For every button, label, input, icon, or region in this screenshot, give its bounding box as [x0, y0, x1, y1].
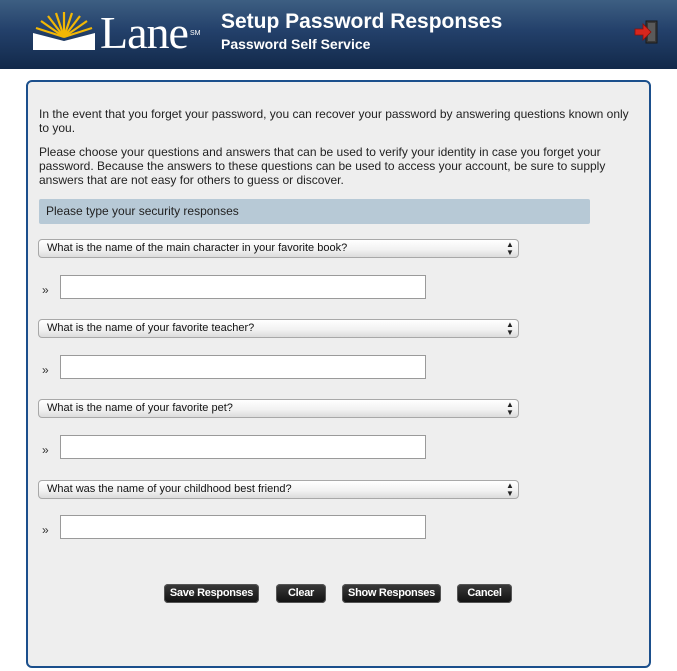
answer-bullet: »	[42, 443, 49, 457]
question-select-4-value: What was the name of your childhood best friend?	[47, 483, 292, 495]
question-select-1-value: What is the name of the main character in your favorite book?	[47, 242, 348, 254]
question-select-2[interactable]	[38, 319, 519, 338]
show-responses-button[interactable]: Show Responses	[342, 584, 441, 603]
answer-input-3[interactable]	[60, 435, 426, 459]
cancel-button[interactable]: Cancel	[457, 584, 512, 603]
intro-paragraph-2: Please choose your questions and answers that can be used to verify your identity in case you forget your password. Because the answers to these questions can be used to access your account, be sure to supply answers that are not easy for others to guess or discover.	[39, 145, 606, 187]
question-select-1[interactable]	[38, 239, 519, 258]
section-heading: Please type your security responses	[39, 199, 590, 224]
answer-bullet: »	[42, 363, 49, 377]
form-panel	[26, 80, 651, 668]
answer-bullet: »	[42, 523, 49, 537]
page-title: Setup Password Responses	[221, 10, 503, 33]
clear-button[interactable]: Clear	[276, 584, 326, 603]
lane-logo-text: Lane	[100, 7, 188, 58]
save-responses-button[interactable]: Save Responses	[164, 584, 259, 603]
question-select-2-value: What is the name of your favorite teacher?	[47, 322, 255, 334]
question-select-4[interactable]	[38, 480, 519, 499]
select-arrows-icon: ▲ ▼	[506, 481, 514, 498]
answer-input-4[interactable]	[60, 515, 426, 539]
service-mark: SM	[190, 30, 201, 37]
logout-arrow-icon[interactable]	[633, 20, 659, 44]
answer-input-2[interactable]	[60, 355, 426, 379]
question-select-3[interactable]	[38, 399, 519, 418]
question-select-3-value: What is the name of your favorite pet?	[47, 402, 233, 414]
select-arrows-icon: ▲ ▼	[506, 400, 514, 417]
lane-sun-logo-icon	[31, 11, 97, 51]
page-subtitle: Password Self Service	[221, 36, 371, 52]
answer-bullet: »	[42, 283, 49, 297]
header-bar	[0, 0, 677, 69]
select-arrows-icon: ▲ ▼	[506, 320, 514, 337]
answer-input-1[interactable]	[60, 275, 426, 299]
select-arrows-icon: ▲ ▼	[506, 240, 514, 257]
intro-paragraph-1: In the event that you forget your password, you can recover your password by answering questions known only to you.	[39, 107, 629, 135]
